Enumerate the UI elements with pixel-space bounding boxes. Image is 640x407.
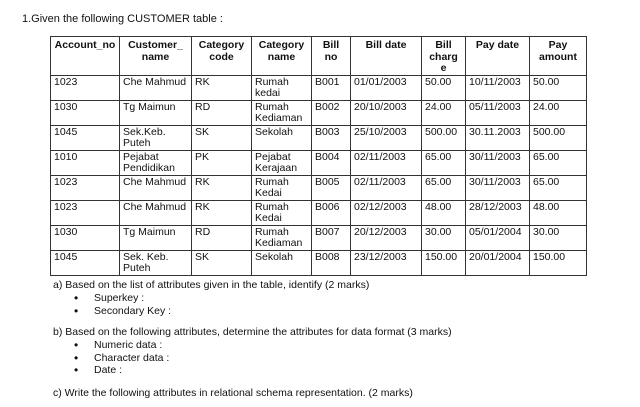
cell-bill-no: B007 [312,225,351,250]
cell-category-name: Sekolah [252,250,312,275]
table-row [51,150,587,175]
table-row [51,250,587,275]
question-b: b) Based on the following attributes, determine the attributes for data format (3 marks) [53,326,452,338]
cell-pay-amount: 30.00 [530,225,587,250]
cell-pay-date: 30/11/2003 [466,150,530,175]
table-row [51,225,587,250]
cell-customer-name: Sek.Keb. Puteh [120,125,192,150]
cell-bill-charge: 65.00 [422,175,466,200]
cell-bill-no: B006 [312,200,351,225]
cell-customer-name: Che Mahmud [120,175,192,200]
cell-account-no: 1045 [51,250,120,275]
cell-pay-date: 10/11/2003 [466,75,530,100]
cell-pay-date: 30.11.2003 [466,125,530,150]
question-a: a) Based on the list of attributes given in the table, identify (2 marks) [53,279,370,291]
cell-category-code: RD [192,100,252,125]
cell-pay-date: 20/01/2004 [466,250,530,275]
table-header-row [51,37,587,76]
cell-bill-date: 02/12/2003 [351,200,422,225]
cell-category-name: Sekolah [252,125,312,150]
table-row [51,175,587,200]
cell-customer-name: Che Mahmud [120,75,192,100]
cell-bill-charge: 24.00 [422,100,466,125]
cell-bill-date: 20/12/2003 [351,225,422,250]
cell-account-no: 1045 [51,125,120,150]
cell-category-code: SK [192,125,252,150]
cell-category-code: RD [192,225,252,250]
cell-bill-no: B005 [312,175,351,200]
header-bill-charge: Bill charg e [422,37,466,76]
cell-account-no: 1023 [51,175,120,200]
cell-account-no: 1023 [51,75,120,100]
cell-category-name: Pejabat Kerajaan [252,150,312,175]
cell-pay-amount: 48.00 [530,200,587,225]
header-customer-name: Customer_ name [120,37,192,76]
cell-bill-date: 23/12/2003 [351,250,422,275]
cell-category-name: Rumah Kediaman [252,225,312,250]
cell-bill-charge: 65.00 [422,150,466,175]
cell-category-code: PK [192,150,252,175]
table-row [51,75,587,100]
cell-category-code: RK [192,175,252,200]
cell-account-no: 1030 [51,100,120,125]
table-row [51,125,587,150]
cell-pay-date: 28/12/2003 [466,200,530,225]
cell-bill-no: B004 [312,150,351,175]
cell-bill-charge: 30.00 [422,225,466,250]
cell-pay-amount: 500.00 [530,125,587,150]
table-row [51,100,587,125]
cell-category-name: Rumah kedai [252,75,312,100]
cell-category-name: Rumah Kedai [252,175,312,200]
cell-bill-date: 25/10/2003 [351,125,422,150]
list-item: • Numeric data : [74,339,169,352]
cell-bill-date: 02/11/2003 [351,175,422,200]
cell-pay-date: 05/01/2004 [466,225,530,250]
header-bill-no: Bill no [312,37,351,76]
cell-bill-no: B001 [312,75,351,100]
cell-account-no: 1030 [51,225,120,250]
question-c: c) Write the following attributes in relational schema representation. (2 marks) [53,387,413,399]
question-title: 1.Given the following CUSTOMER table : [22,13,223,25]
cell-customer-name: Pejabat Pendidikan [120,150,192,175]
cell-bill-charge: 50.00 [422,75,466,100]
cell-customer-name: Tg Maimun [120,225,192,250]
cell-bill-charge: 48.00 [422,200,466,225]
cell-pay-amount: 150.00 [530,250,587,275]
header-pay-date: Pay date [466,37,530,76]
cell-pay-date: 30/11/2003 [466,175,530,200]
list-item: • Superkey : [74,292,171,305]
cell-category-code: RK [192,75,252,100]
customer-table [50,36,587,276]
cell-customer-name: Sek. Keb. Puteh [120,250,192,275]
header-bill-date: Bill date [351,37,422,76]
cell-category-name: Rumah Kedai [252,200,312,225]
cell-pay-date: 05/11/2003 [466,100,530,125]
cell-bill-no: B008 [312,250,351,275]
cell-pay-amount: 65.00 [530,150,587,175]
cell-customer-name: Che Mahmud [120,200,192,225]
cell-bill-date: 01/01/2003 [351,75,422,100]
cell-pay-amount: 24.00 [530,100,587,125]
header-category-code: Category code [192,37,252,76]
header-account-no: Account_no [51,37,120,76]
cell-customer-name: Tg Maimun [120,100,192,125]
cell-bill-date: 02/11/2003 [351,150,422,175]
cell-account-no: 1023 [51,200,120,225]
cell-pay-amount: 65.00 [530,175,587,200]
cell-bill-no: B003 [312,125,351,150]
question-b-list [74,339,169,377]
cell-bill-charge: 500.00 [422,125,466,150]
cell-bill-date: 20/10/2003 [351,100,422,125]
cell-category-code: RK [192,200,252,225]
table-row [51,200,587,225]
cell-pay-amount: 50.00 [530,75,587,100]
cell-category-code: SK [192,250,252,275]
list-item: • Character data : [74,352,169,365]
cell-category-name: Rumah Kediaman [252,100,312,125]
cell-bill-no: B002 [312,100,351,125]
header-pay-amount: Pay amount [530,37,587,76]
list-item: • Date : [74,364,169,377]
cell-bill-charge: 150.00 [422,250,466,275]
question-a-list [74,292,171,317]
list-item: • Secondary Key : [74,305,171,318]
header-category-name: Category name [252,37,312,76]
cell-account-no: 1010 [51,150,120,175]
